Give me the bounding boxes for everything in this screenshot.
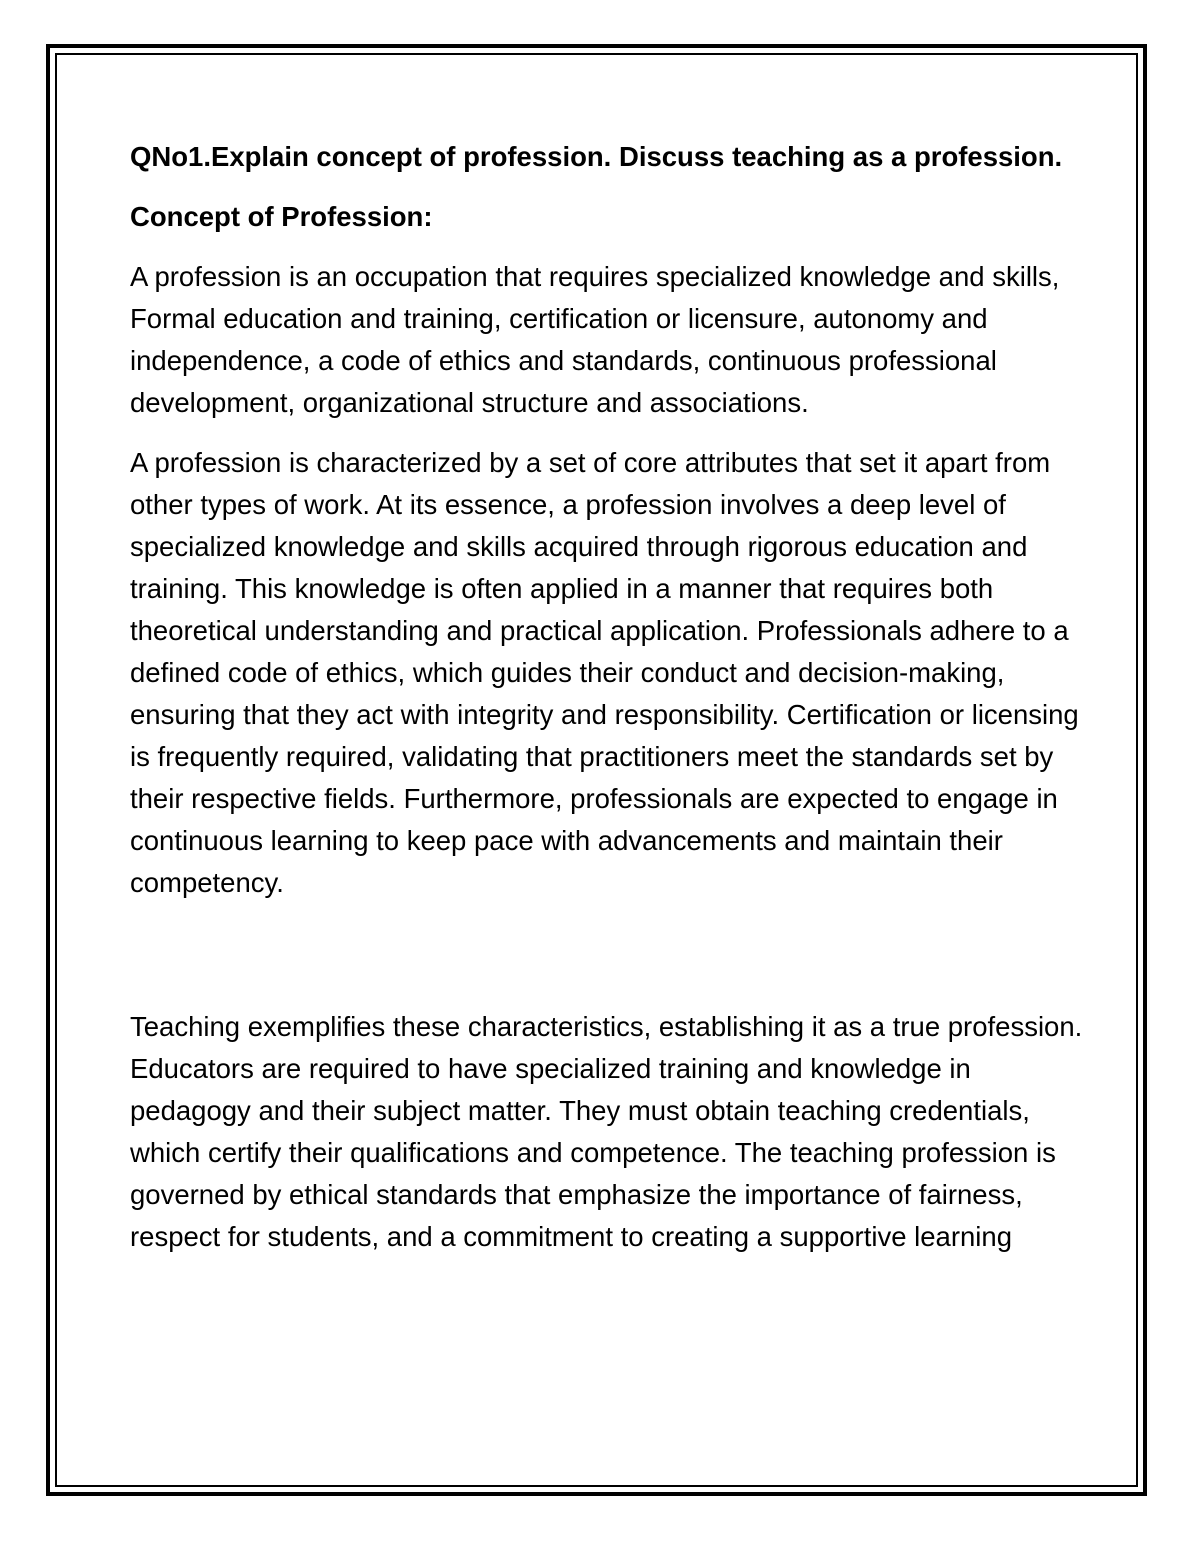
paragraph-definition: A profession is an occupation that requires specialized knowledge and skills, Formal education and training, certification or licensure, autonomy and independence, a code of ethics and standards, continuous professional development, organizational structure and associations. — [130, 261, 1060, 418]
question-title: QNo1.Explain concept of profession. Discuss teaching as a profession. — [130, 141, 1063, 172]
paragraph-teaching: Teaching exemplifies these characteristics, establishing it as a true profession. Educators are required to have specialized training and knowledge in pedagogy and their subject matter. They must obtain teaching credentials, which certify their qualifications and competence. The teaching profession is governed by ethical standards that emphasize the importance of fairness, respect for students, and a commitment to creating a supportive learning — [130, 1011, 1083, 1252]
document-body — [130, 136, 1090, 1276]
section-heading: Concept of Profession: — [130, 201, 433, 232]
paragraph-attributes: A profession is characterized by a set of core attributes that set it apart from other types of work. At its essence, a profession involves a deep level of specialized knowledge and skills acquired through rigorous education and training. This knowledge is often applied in a manner that requires both theoretical understanding and practical application. Professionals adhere to a defined code of ethics, which guides their conduct and decision-making, ensuring that they act with integrity and responsibility. Certification or licensing is frequently required, validating that practitioners meet the standards set by their respective fields. Furthermore, professionals are expected to engage in continuous learning to keep pace with advancements and maintain their competency. — [130, 447, 1079, 898]
